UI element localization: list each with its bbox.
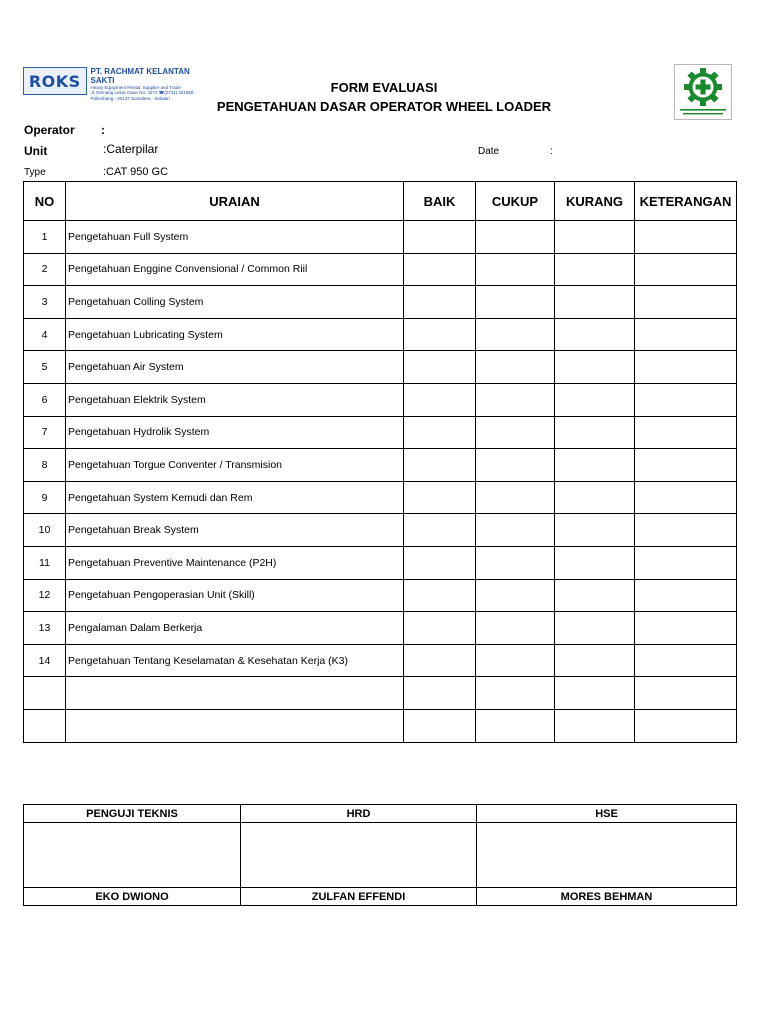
baik-cell[interactable] bbox=[404, 221, 476, 254]
kurang-cell[interactable] bbox=[555, 253, 635, 286]
cukup-cell[interactable] bbox=[476, 449, 555, 482]
kurang-cell[interactable] bbox=[555, 514, 635, 547]
unit-value: :Caterpilar bbox=[103, 142, 159, 156]
row-uraian: Pengetahuan Hydrolik System bbox=[66, 416, 404, 449]
kurang-cell[interactable] bbox=[555, 286, 635, 319]
baik-cell[interactable] bbox=[404, 416, 476, 449]
keterangan-cell[interactable] bbox=[635, 677, 737, 710]
baik-cell[interactable] bbox=[404, 286, 476, 319]
signature-roles-row bbox=[24, 805, 737, 823]
baik-cell[interactable] bbox=[404, 644, 476, 677]
header-baik: BAIK bbox=[404, 182, 476, 221]
baik-cell[interactable] bbox=[404, 677, 476, 710]
kurang-cell[interactable] bbox=[555, 383, 635, 416]
cukup-cell[interactable] bbox=[476, 318, 555, 351]
keterangan-cell[interactable] bbox=[635, 416, 737, 449]
row-uraian: Pengetahuan System Kemudi dan Rem bbox=[66, 481, 404, 514]
table-row-empty bbox=[24, 677, 737, 710]
company-name: PT. RACHMAT KELANTAN SAKTI bbox=[90, 67, 190, 85]
cukup-cell[interactable] bbox=[476, 579, 555, 612]
row-uraian: Pengetahuan Air System bbox=[66, 351, 404, 384]
keterangan-cell[interactable] bbox=[635, 286, 737, 319]
cukup-cell[interactable] bbox=[476, 612, 555, 645]
row-no: 11 bbox=[24, 546, 66, 579]
evaluation-table bbox=[23, 181, 737, 743]
signature-box-hse[interactable] bbox=[477, 823, 737, 888]
table-row bbox=[24, 449, 737, 482]
kurang-cell[interactable] bbox=[555, 221, 635, 254]
table-row bbox=[24, 286, 737, 319]
cukup-cell[interactable] bbox=[476, 546, 555, 579]
cukup-cell[interactable] bbox=[476, 514, 555, 547]
baik-cell[interactable] bbox=[404, 351, 476, 384]
name-hse: MORES BEHMAN bbox=[477, 888, 737, 906]
row-uraian: Pengetahuan Pengoperasian Unit (Skill) bbox=[66, 579, 404, 612]
table-row bbox=[24, 514, 737, 547]
keterangan-cell[interactable] bbox=[635, 383, 737, 416]
row-no: 10 bbox=[24, 514, 66, 547]
keterangan-cell[interactable] bbox=[635, 449, 737, 482]
kurang-cell[interactable] bbox=[555, 449, 635, 482]
header-uraian: URAIAN bbox=[66, 182, 404, 221]
kurang-cell[interactable] bbox=[555, 644, 635, 677]
cukup-cell[interactable] bbox=[476, 644, 555, 677]
cukup-cell[interactable] bbox=[476, 416, 555, 449]
table-row bbox=[24, 351, 737, 384]
cukup-cell[interactable] bbox=[476, 253, 555, 286]
cukup-cell[interactable] bbox=[476, 709, 555, 742]
keterangan-cell[interactable] bbox=[635, 709, 737, 742]
baik-cell[interactable] bbox=[404, 579, 476, 612]
row-uraian: Pengetahuan Tentang Keselamatan & Kesehatan Kerja (K3) bbox=[66, 644, 404, 677]
kurang-cell[interactable] bbox=[555, 612, 635, 645]
table-row bbox=[24, 546, 737, 579]
table-row bbox=[24, 644, 737, 677]
form-subtitle: PENGETAHUAN DASAR OPERATOR WHEEL LOADER bbox=[216, 99, 552, 114]
table-row bbox=[24, 481, 737, 514]
name-hrd: ZULFAN EFFENDI bbox=[241, 888, 477, 906]
date-label: Date bbox=[478, 146, 500, 157]
logo-mark-text: ROKS bbox=[28, 71, 81, 91]
table-row bbox=[24, 318, 737, 351]
keterangan-cell[interactable] bbox=[635, 514, 737, 547]
date-separator: : bbox=[550, 146, 553, 157]
cukup-cell[interactable] bbox=[476, 481, 555, 514]
type-value: :CAT 950 GC bbox=[103, 166, 169, 178]
role-penguji-teknis: PENGUJI TEKNIS bbox=[24, 805, 241, 823]
unit-label: Unit bbox=[24, 144, 48, 158]
row-uraian: Pengetahuan Break System bbox=[66, 514, 404, 547]
signature-names-row bbox=[24, 888, 737, 906]
operator-label: Operator bbox=[24, 123, 75, 137]
kurang-cell[interactable] bbox=[555, 546, 635, 579]
row-no: 12 bbox=[24, 579, 66, 612]
header-kurang: KURANG bbox=[555, 182, 635, 221]
baik-cell[interactable] bbox=[404, 481, 476, 514]
form-title: FORM EVALUASI bbox=[330, 80, 438, 95]
row-no: 3 bbox=[24, 286, 66, 319]
baik-cell[interactable] bbox=[404, 612, 476, 645]
row-no: 2 bbox=[24, 253, 66, 286]
row-uraian: Pengetahuan Colling System bbox=[66, 286, 404, 319]
row-no: 5 bbox=[24, 351, 66, 384]
cukup-cell[interactable] bbox=[476, 383, 555, 416]
keterangan-cell[interactable] bbox=[635, 253, 737, 286]
baik-cell[interactable] bbox=[404, 514, 476, 547]
row-uraian: Pengetahuan Enggine Convensional / Common Riil bbox=[66, 253, 404, 286]
table-row bbox=[24, 221, 737, 254]
role-hse: HSE bbox=[477, 805, 737, 823]
baik-cell[interactable] bbox=[404, 318, 476, 351]
baik-cell[interactable] bbox=[404, 253, 476, 286]
signature-table bbox=[23, 804, 737, 906]
row-no: 14 bbox=[24, 644, 66, 677]
type-label: Type bbox=[24, 167, 46, 178]
row-uraian: Pengetahuan Full System bbox=[66, 221, 404, 254]
row-no: 6 bbox=[24, 383, 66, 416]
keterangan-cell[interactable] bbox=[635, 318, 737, 351]
cukup-cell[interactable] bbox=[476, 351, 555, 384]
row-no: 13 bbox=[24, 612, 66, 645]
keterangan-cell[interactable] bbox=[635, 546, 737, 579]
keterangan-cell[interactable] bbox=[635, 579, 737, 612]
kurang-cell[interactable] bbox=[555, 416, 635, 449]
row-no: 8 bbox=[24, 449, 66, 482]
kurang-cell[interactable] bbox=[555, 481, 635, 514]
baik-cell[interactable] bbox=[404, 449, 476, 482]
table-row bbox=[24, 416, 737, 449]
row-uraian: Pengetahuan Preventive Maintenance (P2H) bbox=[66, 546, 404, 579]
company-info-line: Palembang - 30137 Sumatera - Selatan bbox=[90, 95, 170, 101]
signature-box-penguji-teknis[interactable] bbox=[24, 823, 241, 888]
name-penguji-teknis: EKO DWIONO bbox=[24, 888, 241, 906]
kurang-cell[interactable] bbox=[555, 709, 635, 742]
table-row bbox=[24, 579, 737, 612]
role-hrd: HRD bbox=[241, 805, 477, 823]
table-row-empty bbox=[24, 709, 737, 742]
header-keterangan: KETERANGAN bbox=[635, 182, 737, 221]
header-no: NO bbox=[24, 182, 66, 221]
signature-space-row bbox=[24, 823, 737, 888]
row-no: 4 bbox=[24, 318, 66, 351]
operator-separator: : bbox=[101, 123, 105, 137]
cukup-cell[interactable] bbox=[476, 677, 555, 710]
kurang-cell[interactable] bbox=[555, 351, 635, 384]
row-uraian: Pengetahuan Lubricating System bbox=[66, 318, 404, 351]
row-uraian[interactable] bbox=[66, 709, 404, 742]
baik-cell[interactable] bbox=[404, 709, 476, 742]
baik-cell[interactable] bbox=[404, 546, 476, 579]
row-uraian: Pengalaman Dalam Berkerja bbox=[66, 612, 404, 645]
cukup-cell[interactable] bbox=[476, 221, 555, 254]
company-info-line: Heavy Equipment Rental, Supplier and Trade bbox=[90, 85, 181, 90]
row-no bbox=[24, 709, 66, 742]
keterangan-cell[interactable] bbox=[635, 221, 737, 254]
row-no: 7 bbox=[24, 416, 66, 449]
row-no bbox=[24, 677, 66, 710]
keterangan-cell[interactable] bbox=[635, 481, 737, 514]
table-row bbox=[24, 253, 737, 286]
kurang-cell[interactable] bbox=[555, 579, 635, 612]
company-info-line: Jl. Demang Lebar Daun No. 4273 ☎(0711) 321050 bbox=[90, 90, 194, 96]
row-uraian: Pengetahuan Torgue Conventer / Transmision bbox=[66, 449, 404, 482]
table-header-row bbox=[24, 182, 737, 221]
row-uraian[interactable] bbox=[66, 677, 404, 710]
table-row bbox=[24, 612, 737, 645]
signature-box-hrd[interactable] bbox=[241, 823, 477, 888]
header-cukup: CUKUP bbox=[476, 182, 555, 221]
cukup-cell[interactable] bbox=[476, 286, 555, 319]
row-uraian: Pengetahuan Elektrik System bbox=[66, 383, 404, 416]
row-no: 1 bbox=[24, 221, 66, 254]
kurang-cell[interactable] bbox=[555, 677, 635, 710]
keterangan-cell[interactable] bbox=[635, 612, 737, 645]
kurang-cell[interactable] bbox=[555, 318, 635, 351]
table-row bbox=[24, 383, 737, 416]
row-no: 9 bbox=[24, 481, 66, 514]
baik-cell[interactable] bbox=[404, 383, 476, 416]
keterangan-cell[interactable] bbox=[635, 351, 737, 384]
keterangan-cell[interactable] bbox=[635, 644, 737, 677]
